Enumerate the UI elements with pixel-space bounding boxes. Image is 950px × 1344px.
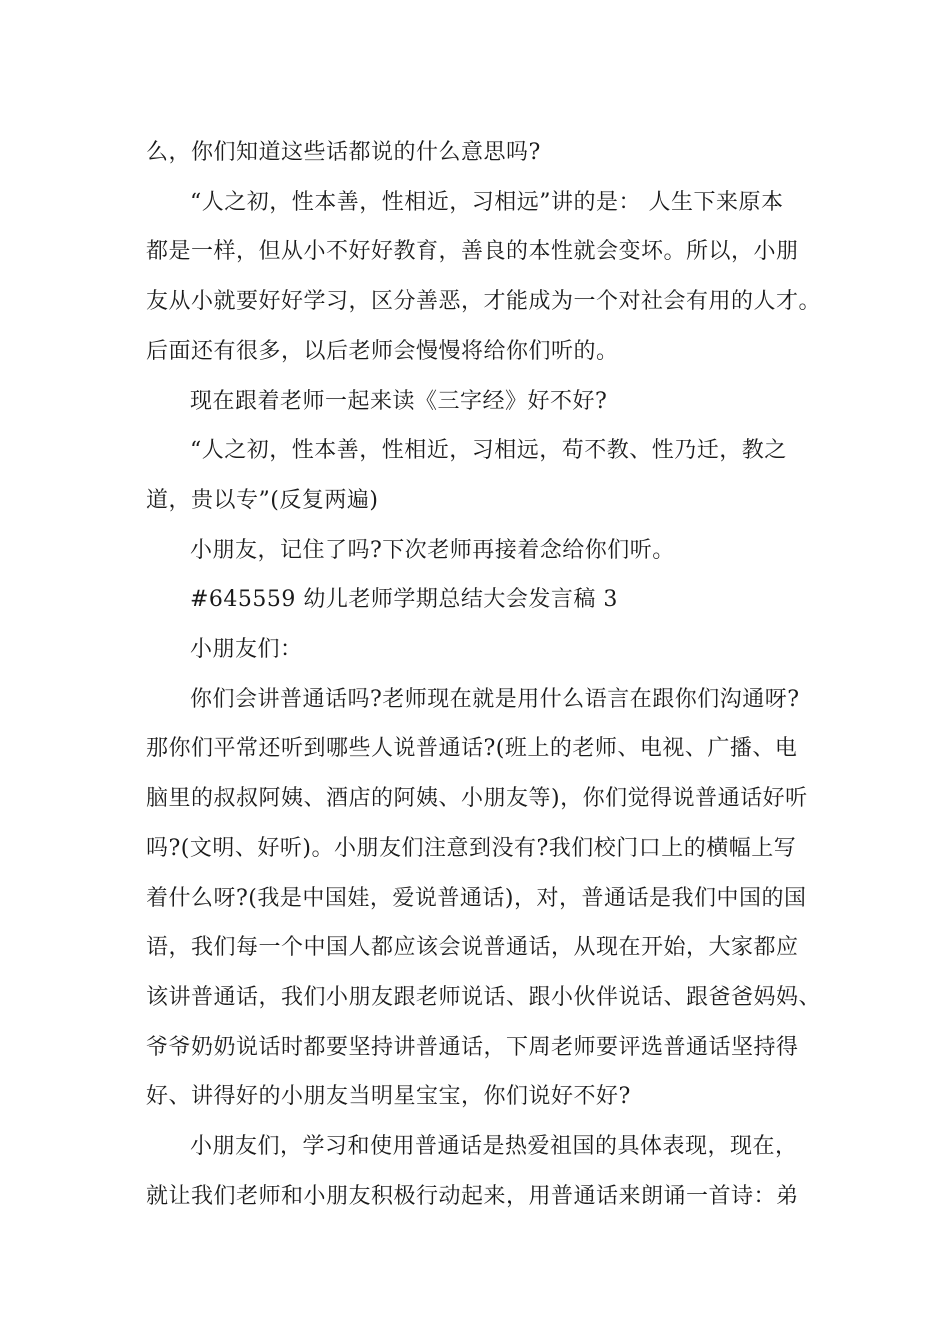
text-line: 小朋友，记住了吗?下次老师再接着念给你们听。 [190,537,675,563]
paragraph-5 [146,526,822,576]
text-line: “人之初，性本善，性相近，习相远，苟不教、性乃迁，教之 [190,438,787,464]
text-line: 该讲普通话，我们小朋友跟老师说话、跟小伙伴说话、跟爸爸妈妈、 [146,984,822,1010]
text-line: 语，我们每一个中国人都应该会说普通话，从现在开始，大家都应 [146,935,799,961]
text-line: 后面还有很多，以后老师会慢慢将给你们听的。 [146,338,619,364]
text-line: 爷爷奶奶说话时都要坚持讲普通话，下周老师要评选普通话坚持得 [146,1034,799,1060]
section-heading [146,575,822,625]
text-line: 脑里的叔叔阿姨、酒店的阿姨、小朋友等)，你们觉得说普通话好听 [146,786,808,812]
text-line: “人之初，性本善，性相近，习相远”讲的是： 人生下来原本 [190,189,784,215]
text-line: 吗?(文明、好听)。小朋友们注意到没有?我们校门口上的横幅上写 [146,835,797,861]
text-line: 小朋友们，学习和使用普通话是热爱祖国的具体表现，现在， [190,1134,798,1160]
text-line: 友从小就要好好学习，区分善恶，才能成为一个对社会有用的人才。 [146,289,822,315]
text-line: 小朋友们： [190,637,303,663]
paragraph-1 [146,128,822,178]
paragraph-3 [146,377,822,427]
text-line: 就让我们老师和小朋友积极行动起来，用普通话来朗诵一首诗：弟 [146,1183,799,1209]
text-line: 你们会讲普通话吗?老师现在就是用什么语言在跟你们沟通呀? [190,686,800,712]
text-line: #645559 幼儿老师学期总结大会发言稿 3 [190,587,618,613]
salutation [146,625,822,675]
paragraph-2 [146,178,822,377]
text-line: 道，贵以专”(反复两遍) [146,487,379,513]
paragraph-4 [146,426,822,525]
text-line: 着什么呀?(我是中国娃，爱说普通话)，对，普通话是我们中国的国 [146,885,807,911]
text-line: 好、讲得好的小朋友当明星宝宝，你们说好不好? [146,1084,631,1110]
document-body [146,128,822,1221]
text-line: 那你们平常还听到哪些人说普通话?(班上的老师、电视、广播、电 [146,736,798,762]
text-line: 么，你们知道这些话都说的什么意思吗? [146,140,541,165]
paragraph-9 [146,1122,822,1221]
text-line: 都是一样，但从小不好好教育，善良的本性就会变坏。所以，小朋 [146,239,799,265]
paragraph-8 [146,675,822,1122]
text-line: 现在跟着老师一起来读《三字经》好不好? [190,388,608,414]
